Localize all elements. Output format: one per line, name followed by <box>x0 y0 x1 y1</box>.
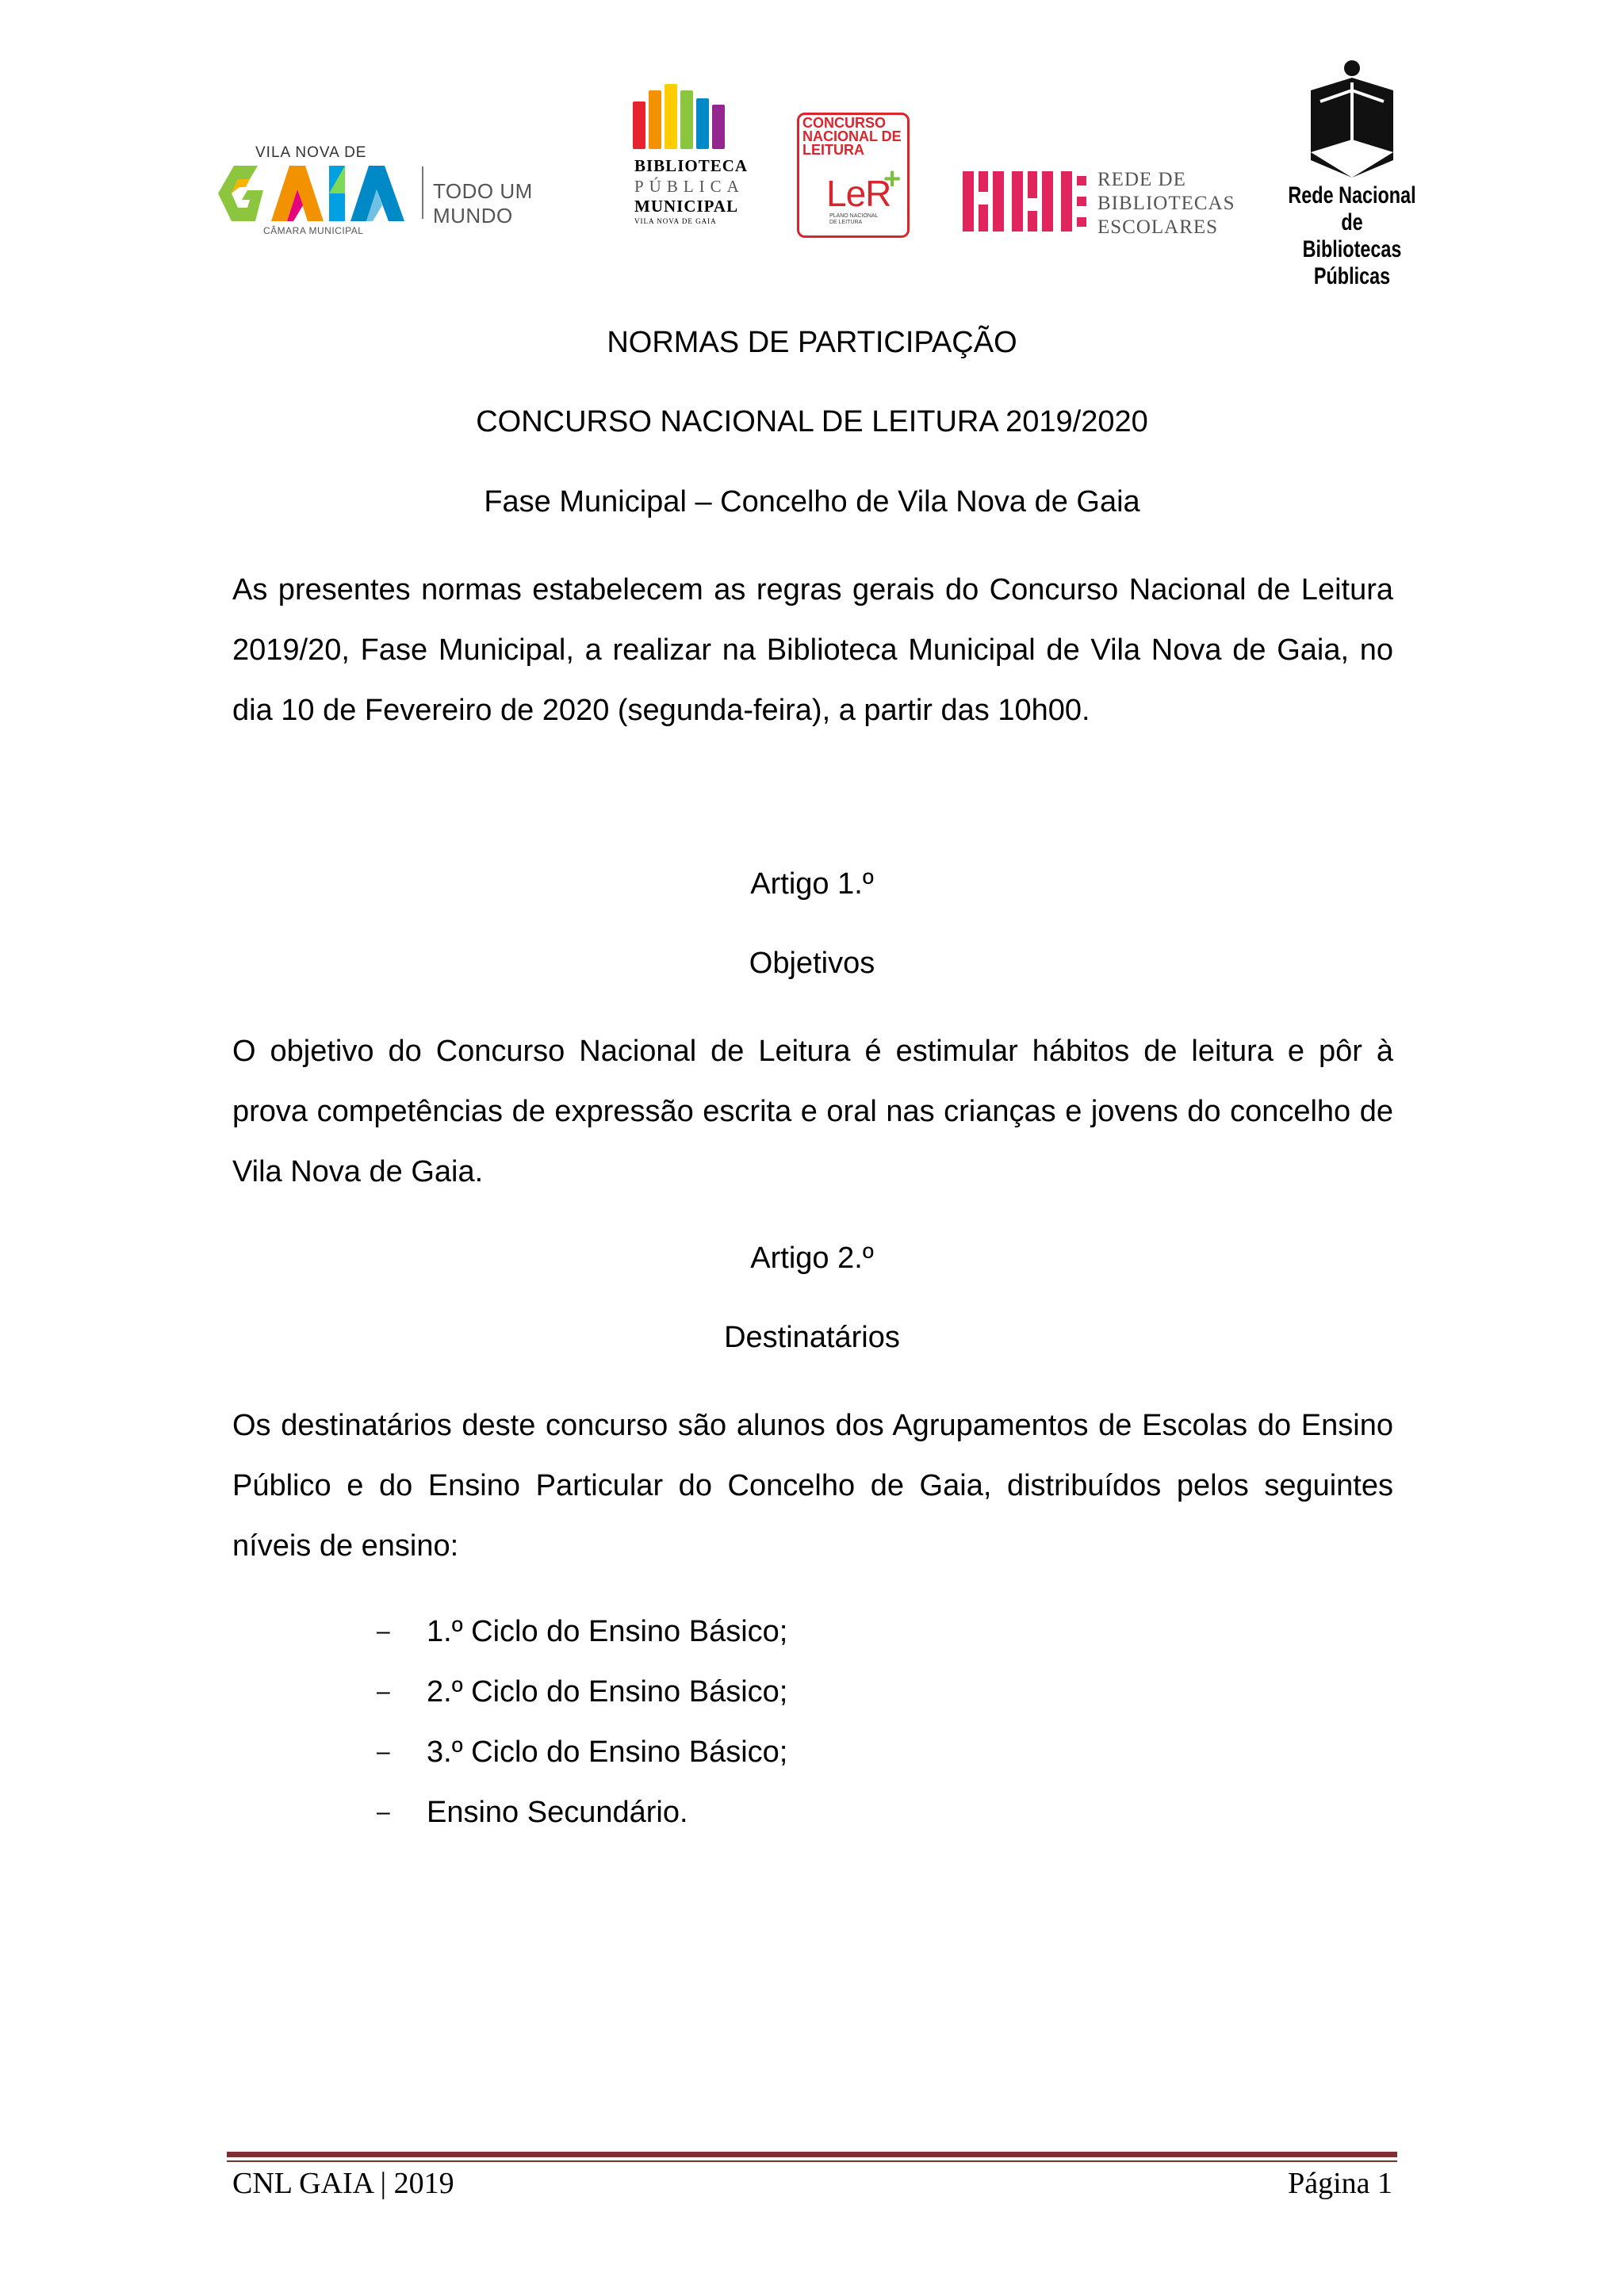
intro-paragraph: As presentes normas estabelecem as regras gerais do Concurso Nacional de Leitura 2019/20, Fase Municipal, a realizar na Biblioteca Municipal de Vila Nova de Gaia, no dia 10 de Fevereiro de 2020 (segunda-feira), a partir das 10h00. <box>232 573 1393 727</box>
rnbp-line2: Bibliotecas Públicas <box>1302 236 1402 289</box>
rbe-mark-icon <box>963 171 1090 232</box>
page-number: Página 1 <box>1288 2167 1392 2200</box>
list-item-text: Ensino Secundário. <box>427 1796 688 1829</box>
list-item <box>232 1601 1184 1662</box>
artigo1-heading: Artigo 1.º <box>750 867 874 901</box>
title-fase: Fase Municipal – Concelho de Vila Nova de Gaia <box>484 485 1140 519</box>
gaia-wordmark-graphic <box>214 162 412 225</box>
bpm-line3: MUNICIPAL <box>634 197 739 216</box>
bpm-line1: BIBLIOTECA <box>634 156 749 175</box>
footer-rule <box>227 2152 1397 2157</box>
gaia-slogan: TODO UM MUNDO <box>433 179 533 228</box>
bpm-line4: VILA NOVA DE GAIA <box>634 217 717 225</box>
artigo2-subheading: Destinatários <box>724 1321 900 1354</box>
colored-books-icon <box>631 81 734 152</box>
rnbp-text <box>1286 182 1419 290</box>
gaia-subtitle: CÂMARA MUNICIPAL <box>263 225 364 236</box>
rede-bibliotecas-escolares-logo <box>963 168 1235 238</box>
list-item <box>232 1662 1184 1722</box>
cnl-heading: CONCURSO NACIONAL DE LEITURA <box>802 115 902 158</box>
cnl-ler-text: LeR <box>826 173 891 214</box>
title-normas: NORMAS DE PARTICIPAÇÃO <box>607 326 1017 359</box>
bpm-line2: PÚBLICA <box>634 177 745 196</box>
rbe-line2: BIBLIOTECAS <box>1097 193 1235 214</box>
rnbp-line1: Rede Nacional de <box>1288 182 1416 235</box>
dash-bullet: – <box>377 1618 390 1644</box>
concurso-nacional-logo <box>797 113 910 238</box>
gaia-separator <box>422 166 423 219</box>
title-concurso: CONCURSO NACIONAL DE LEITURA 2019/2020 <box>476 405 1148 438</box>
list-item-text: 3.º Ciclo do Ensino Básico; <box>427 1735 788 1769</box>
artigo2-paragraph: Os destinatários deste concurso são alunos dos Agrupamentos de Escolas do Ensino Público e do Ensino Particular do Concelho de Gaia, distribuídos pelos seguintes níveis de ensino: <box>232 1409 1393 1563</box>
cnl-plus-icon: + <box>883 163 902 196</box>
rbe-line3: ESCOLARES <box>1097 216 1219 238</box>
artigo2-heading: Artigo 2.º <box>750 1242 874 1275</box>
list-item-text: 2.º Ciclo do Ensino Básico; <box>427 1675 788 1709</box>
niveis-ensino-list <box>232 1601 1184 1843</box>
dash-bullet: – <box>377 1799 390 1825</box>
rede-nacional-bibliotecas-logo <box>1267 59 1437 289</box>
dash-bullet: – <box>377 1678 390 1705</box>
artigo1-subheading: Objetivos <box>749 947 875 980</box>
rbe-text <box>1097 168 1235 239</box>
dash-bullet: – <box>377 1739 390 1765</box>
list-item-text: 1.º Ciclo do Ensino Básico; <box>427 1615 788 1648</box>
gaia-top-text: VILA NOVA DE <box>255 144 367 161</box>
biblioteca-municipal-logo <box>620 81 749 232</box>
cnl-pnl-text: PLANO NACIONAL DE LEITURA <box>829 213 879 225</box>
footer-left-text: CNL GAIA | 2019 <box>232 2167 454 2200</box>
gaia-logo <box>214 141 595 244</box>
artigo1-paragraph: O objetivo do Concurso Nacional de Leitura é estimular hábitos de leitura e pôr à prova competências de expressão escrita e oral nas crianças e jovens do concelho de Vila Nova de Gaia. <box>232 1035 1393 1188</box>
footer-rule-thin <box>227 2160 1397 2162</box>
list-item <box>232 1722 1184 1782</box>
book-person-icon <box>1304 59 1400 178</box>
list-item <box>232 1782 1184 1843</box>
rbe-line1: REDE DE <box>1097 169 1186 190</box>
